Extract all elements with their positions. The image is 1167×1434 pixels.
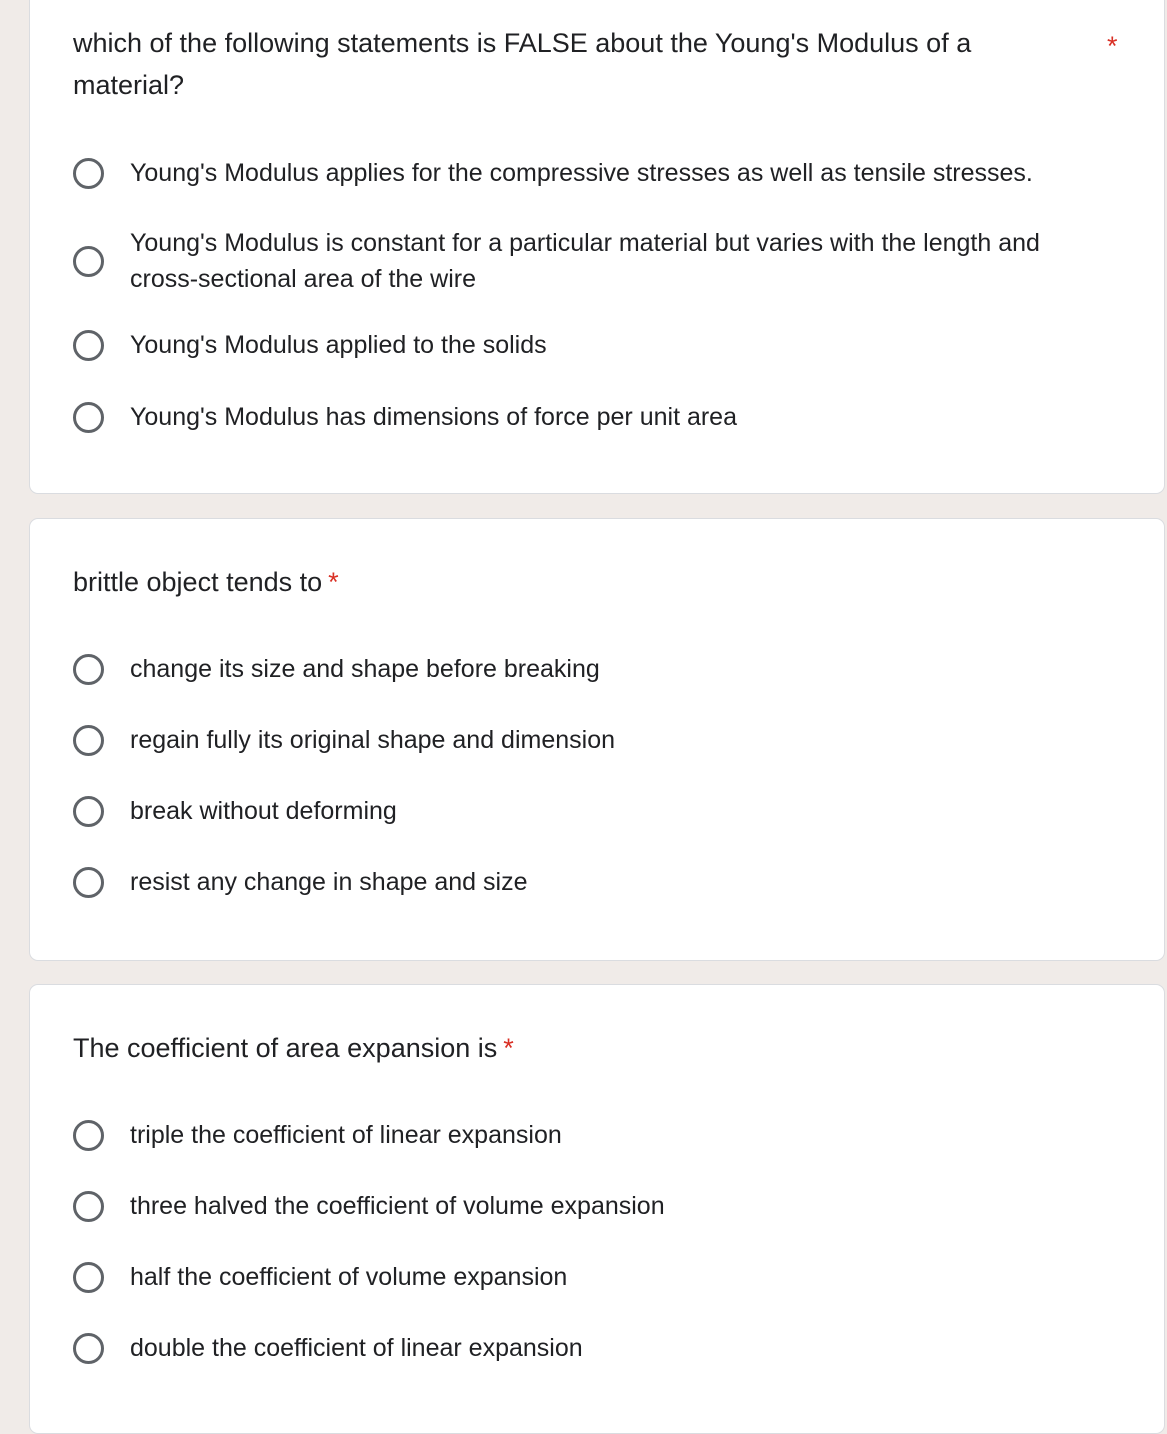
option-label: Young's Modulus is constant for a particular material but varies with the length and cross-sectional area of the wire xyxy=(130,229,1040,293)
option-2-2[interactable] xyxy=(73,722,615,758)
option-label: double the coefficient of linear expansion xyxy=(130,1334,583,1362)
option-2-4[interactable] xyxy=(73,864,527,900)
option-1-2[interactable] xyxy=(73,225,1105,297)
option-label: half the coefficient of volume expansion xyxy=(130,1263,568,1291)
required-asterisk-3: * xyxy=(503,1033,514,1063)
radio-button-icon[interactable] xyxy=(73,1120,104,1151)
option-3-4[interactable] xyxy=(73,1330,583,1366)
question-title-2 xyxy=(73,561,339,603)
option-label: three halved the coefficient of volume expansion xyxy=(130,1192,665,1220)
radio-button-icon[interactable] xyxy=(73,654,104,685)
radio-button-icon[interactable] xyxy=(73,1333,104,1364)
radio-button-icon[interactable] xyxy=(73,402,104,433)
radio-button-icon[interactable] xyxy=(73,246,104,277)
radio-button-icon[interactable] xyxy=(73,158,104,189)
option-2-1[interactable] xyxy=(73,651,600,687)
question-card-3 xyxy=(29,984,1165,1434)
option-2-3[interactable] xyxy=(73,793,397,829)
question-card-1 xyxy=(29,0,1165,494)
option-label: Young's Modulus applies for the compressive stresses as well as tensile stresses. xyxy=(130,159,1033,187)
option-3-1[interactable] xyxy=(73,1117,562,1153)
option-label: regain fully its original shape and dimension xyxy=(130,726,616,754)
question-text: brittle object tends to xyxy=(73,567,323,597)
option-1-4[interactable] xyxy=(73,399,737,435)
question-title-3 xyxy=(73,1027,514,1069)
option-1-1[interactable] xyxy=(73,155,1033,191)
required-asterisk-2: * xyxy=(328,567,339,597)
radio-button-icon[interactable] xyxy=(73,796,104,827)
radio-button-icon[interactable] xyxy=(73,725,104,756)
option-1-3[interactable] xyxy=(73,327,547,363)
required-asterisk-1: * xyxy=(1107,31,1118,61)
option-label: triple the coefficient of linear expansion xyxy=(130,1121,562,1149)
question-card-2 xyxy=(29,518,1165,961)
option-3-2[interactable] xyxy=(73,1188,665,1224)
radio-button-icon[interactable] xyxy=(73,1191,104,1222)
option-3-3[interactable] xyxy=(73,1259,567,1295)
radio-button-icon[interactable] xyxy=(73,1262,104,1293)
radio-button-icon[interactable] xyxy=(73,330,104,361)
option-label: Young's Modulus applied to the solids xyxy=(130,331,547,359)
question-text: The coefficient of area expansion is xyxy=(73,1033,498,1063)
option-label: break without deforming xyxy=(130,797,397,825)
option-label: change its size and shape before breaking xyxy=(130,655,600,683)
option-label: Young's Modulus has dimensions of force per unit area xyxy=(130,403,737,431)
option-label: resist any change in shape and size xyxy=(130,868,528,896)
question-title-1: which of the following statements is FALSE about the Young's Modulus of a material? xyxy=(73,28,972,100)
radio-button-icon[interactable] xyxy=(73,867,104,898)
